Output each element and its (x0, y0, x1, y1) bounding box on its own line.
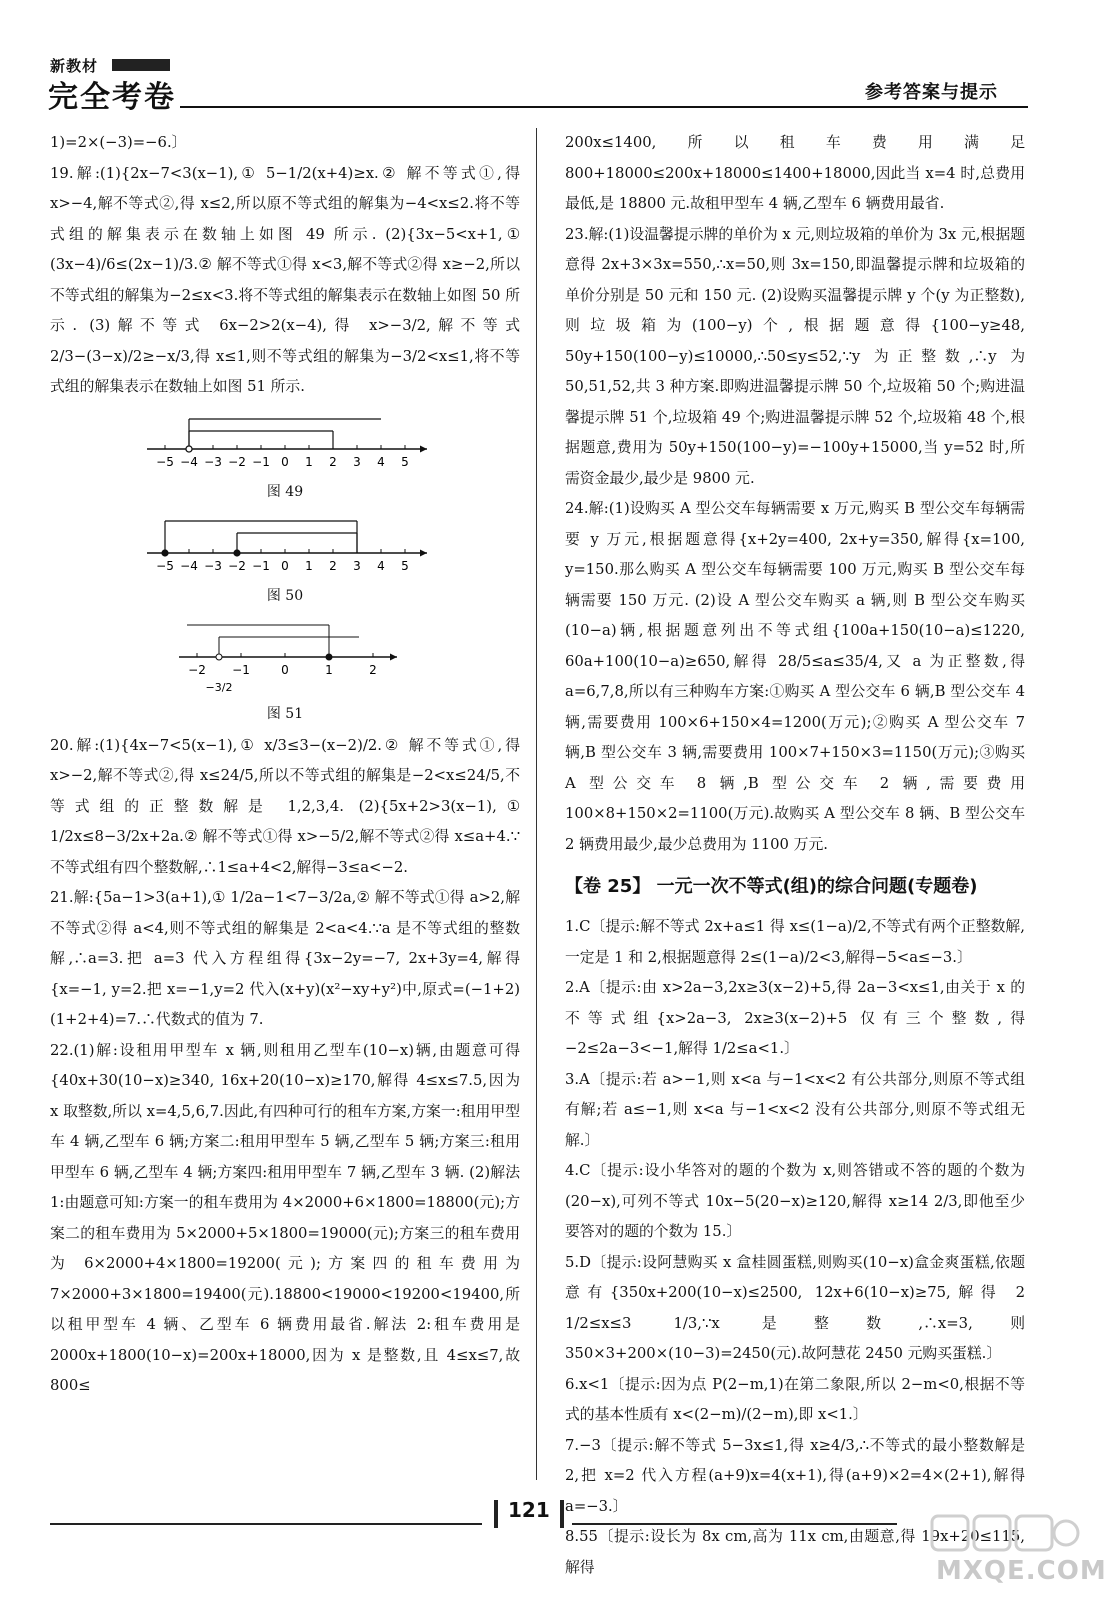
tick-label: 1 (305, 558, 313, 573)
axis-arrow-icon (420, 445, 427, 452)
header-title: 参考答案与提示 (865, 82, 998, 103)
tick-label: −1 (232, 662, 250, 677)
answer-21: 21.解:{5a−1>3(a+1),① 1/2a−1<7−3/2a,② 解不等式①得 a>2,解不等式②得 a<4,则不等式组的解集是 2<a<4.∵a 是不等式组的整数解,∴a=3.把 a=3 代入方程组得{3x−2y=−7, 2x+3y=4,解得{x=−1, y=2.把 x=−1,y=2 代入(x+y)(x²−xy+y²)中,原式=(−1+2)(1+2+4)=7.∴代数式的值为 7. (50, 889, 520, 1028)
tick-label: −2 (228, 454, 246, 469)
section25-answer-1: 1.C〔提示:解不等式 2x+a≤1 得 x≤(1−a)/2,不等式有两个正整数解,一定是 1 和 2,根据题意得 2≤(1−a)/2<3,解得−5<a≤−3.〕 (565, 918, 1025, 966)
section25-answer-2: 2.A〔提示:由 x>2a−3,2x≥3(x−2)+5,得 2a−3<x≤1,由关于 x 的不等式组{x>2a−3, 2x≥3(x−2)+5 仅有三个整数,得−2≤2a−3<−1,解得 1/2≤a<1.〕 (565, 979, 1025, 1057)
section25-answer-7: 7.−3〔提示:解不等式 5−3x≤1,得 x≥4/3,∴不等式的最小整数解是 2,把 x=2 代入方程(a+9)x=4(x+1),得(a+9)×2=4×(2+1),解得 a=−3.〕 (565, 1436, 1025, 1515)
section25-answer-8: 8.55〔提示:设长为 8x cm,高为 11x cm,由题意,得 19x+20≤115,解得 (565, 1528, 1025, 1576)
tick-label: 3 (353, 454, 361, 469)
endpoint-marker (216, 654, 222, 660)
tick-label: −1 (252, 558, 270, 573)
tick-label: −3 (204, 454, 222, 469)
tick-label: −1 (252, 454, 270, 469)
figure-49 (50, 405, 520, 477)
section25-answer-6: 6.x<1〔提示:因为点 P(2−m,1)在第二象限,所以 2−m<0,根据不等式的基本性质有 x<(2−m)/(2−m),即 x<1.〕 (565, 1375, 1025, 1423)
tick-label: 0 (281, 558, 289, 573)
section25-answer-5: 5.D〔提示:设阿慧购买 x 盒桂圆蛋糕,则购买(10−x)盒金爽蛋糕,依题意有{350x+200(10−x)≤2500, 12x+6(10−x)≥75,解得 2 1/2≤x≤3 1/3,∵x 是整数,∴x=3,则 350×3+200×(10−3)=2450(元).故阿慧花 2450 元购买蛋糕.〕 (565, 1253, 1025, 1362)
tick-label: −4 (180, 558, 198, 573)
tick-label: 4 (377, 558, 385, 573)
header-rule (180, 106, 1028, 108)
brand-small-text: 新教材 (50, 57, 99, 75)
tick-label: −2 (228, 558, 246, 573)
figure-50-caption: 图 50 (266, 587, 304, 604)
answer-22-continued: 200x≤1400,所以租车费用满足 800+18000≤200x+18000≤1400+18000,因此当 x=4 时,总费用最低,是 18800 元.故租甲型车 4 辆,乙型车 6 辆费用最省. (565, 134, 1025, 212)
figure-51-caption: 图 51 (266, 705, 304, 722)
footer-bar-right (560, 1500, 564, 1528)
watermark (930, 1512, 1107, 1592)
tick-label: 2 (329, 454, 337, 469)
figure-49-caption: 图 49 (266, 483, 304, 500)
footer-bar-left (494, 1500, 498, 1528)
tick-label: 3 (353, 558, 361, 573)
tick-label: −5 (156, 454, 174, 469)
endpoint-marker (186, 446, 192, 452)
number-line-49 (135, 405, 435, 477)
brand-bar (112, 59, 170, 71)
tick-label: 2 (329, 558, 337, 573)
answer-18-tail: 1)=2×(−3)=−6.〕 (50, 134, 187, 151)
column-divider (536, 128, 537, 1480)
tick-label: 2 (369, 662, 377, 677)
answer-19: 19.解:(1){2x−7<3(x−1),① 5−1/2(x+4)≥x.② 解不等式①,得 x>−4,解不等式②,得 x≤2,所以原不等式组的解集为−4<x≤2.将不等式组的解集表示在数轴上如图 49 所示. (2){3x−5<x+1,① (3x−4)/6≤(2x−1)/3.② 解不等式①得 x<3,解不等式②得 x≥−2,所以不等式组的解集为−2≤x<3.将不等式组的解集表示在数轴上如图 50 所示. (3)解不等式 6x−2>2(x−4),得 x>−3/2,解不等式 2/3−(3−x)/2≥−x/3,得 x≤1,则不等式组的解集为−3/2<x≤1,将不等式组的解集表示在数轴上如图 51 所示. (50, 164, 520, 395)
answer-23: 23.解:(1)设温馨提示牌的单价为 x 元,则垃圾箱的单价为 3x 元,根据题意得 2x+3×3x=550,∴x=50,则 3x=150,即温馨提示牌和垃圾箱的单价分别是 50 元和 150 元. (2)设购买温馨提示牌 y 个(y 为正整数),则垃圾箱为(100−y)个,根据题意得{100−y≥48, 50y+150(100−y)≤10000,∴50≤y≤52,∵y 为正整数,∴y 为 50,51,52,共 3 种方案.即购进温馨提示牌 50 个,垃圾箱 50 个;购进温馨提示牌 51 个,垃圾箱 49 个;购进温馨提示牌 52 个,垃圾箱 48 个,根据题意,费用为 50y+150(100−y)=−100y+15000,当 y=52 时,所需资金最少,最少是 9800 元. (565, 225, 1025, 487)
watermark-text: MXQE.COM (936, 1556, 1107, 1586)
tick-label: 5 (401, 454, 409, 469)
figure-51 (50, 613, 520, 699)
tick-label: 5 (401, 558, 409, 573)
number-line-50 (135, 509, 435, 581)
page-header (40, 50, 1070, 115)
axis-arrow-icon (420, 549, 427, 556)
answer-20: 20.解:(1){4x−7<5(x−1),① x/3≤3−(x−2)/2.② 解不等式①,得 x>−2,解不等式②,得 x≤24/5,所以不等式组的解集是−2<x≤24/5,不等式组的正整数解是 1,2,3,4. (2){5x+2>3(x−1),① 1/2x≤8−3/2x+2a.② 解不等式①得 x>−5/2,解不等式②得 x≤a+4.∵不等式组有四个整数解,∴1≤a+4<2,解得−3≤a<−2. (50, 736, 520, 876)
endpoint-marker (162, 550, 168, 556)
brand-logo-text: 完全考卷 (48, 80, 176, 115)
number-line-51 (165, 613, 405, 699)
endpoint-marker (326, 654, 332, 660)
footer-rule-right (572, 1523, 897, 1525)
tick-label: 4 (377, 454, 385, 469)
section25-answer-3: 3.A〔提示:若 a>−1,则 x<a 与−1<x<2 有公共部分,则原不等式组有解;若 a≤−1,则 x<a 与−1<x<2 没有公共部分,则原不等式组无解.〕 (565, 1070, 1025, 1149)
right-column (565, 128, 1025, 1583)
answer-22: 22.(1)解:设租用甲型车 x 辆,则租用乙型车(10−x)辆,由题意可得{40x+30(10−x)≥340, 16x+20(10−x)≥170,解得 4≤x≤7.5,因为 x 取整数,所以 x=4,5,6,7.因此,有四种可行的租车方案,方案一:租用甲型车 4 辆,乙型车 6 辆;方案二:租用甲型车 5 辆,乙型车 5 辆;方案三:租用甲型车 6 辆,乙型车 4 辆;方案四:租用甲型车 7 辆,乙型车 3 辆. (2)解法 1:由题意可知:方案一的租车费用为 4×2000+6×1800=18800(元);方案二的租车费用为 5×2000+5×1800=19000(元);方案三的租车费用为 6×2000+4×1800=19200(元);方案四的租车费用为 7×2000+3×1800=19400(元).18800<19000<19200<19400,所以租甲型车 4 辆、乙型车 6 辆费用最省.解法 2:租车费用是 2000x+1800(10−x)=200x+18000,因为 x 是整数,且 4≤x≤7,故 800≤ (50, 1041, 520, 1394)
figure-50 (50, 509, 520, 581)
section-heading-25: 【卷 25】 一元一次不等式(组)的综合问题(专题卷) (565, 876, 978, 897)
tick-label: −5 (156, 558, 174, 573)
tick-label: 1 (325, 662, 333, 677)
tick-label: 1 (305, 454, 313, 469)
endpoint-marker (234, 550, 240, 556)
section25-answer-4: 4.C〔提示:设小华答对的题的个数为 x,则答错或不答的题的个数为(20−x),可列不等式 10x−5(20−x)≥120,解得 x≥14 2/3,即他至少要答对的题的个数为 15.〕 (565, 1162, 1025, 1240)
axis-arrow-icon (390, 653, 397, 660)
watermark-logo-icon (930, 1512, 1080, 1554)
tick-label: 0 (281, 662, 289, 677)
tick-label: −3 (204, 558, 222, 573)
tick-label: −2 (188, 662, 206, 677)
left-column (50, 128, 520, 1402)
tick-label: −4 (180, 454, 198, 469)
tick-label: 0 (281, 454, 289, 469)
answer-24: 24.解:(1)设购买 A 型公交车每辆需要 x 万元,购买 B 型公交车每辆需要 y 万元,根据题意得{x+2y=400, 2x+y=350,解得{x=100, y=150.那么购买 A 型公交车每辆需要 100 万元,购买 B 型公交车每辆需要 150 万元. (2)设 A 型公交车购买 a 辆,则 B 型公交车购买(10−a)辆,根据题意列出不等式组{100a+150(10−a)≤1220, 60a+100(10−a)≥650,解得 28/5≤a≤35/4,又 a 为正整数,得 a=6,7,8,所以有三种购车方案:①购买 A 型公交车 6 辆,B 型公交车 4 辆,需要费用 100×6+150×4=1200(万元);②购买 A 型公交车 7 辆,B 型公交车 3 辆,需要费用 100×7+150×3=1150(万元);③购买 A 型公交车 8 辆,B 型公交车 2 辆,需要费用 100×8+150×2=1100(万元).故购买 A 型公交车 8 辆、B 型公交车 2 辆费用最少,最少总费用为 1100 万元. (565, 500, 1025, 853)
page-number: 121 (508, 1498, 550, 1522)
footer-rule-left (50, 1523, 482, 1525)
fraction-label: −3/2 (205, 680, 233, 694)
